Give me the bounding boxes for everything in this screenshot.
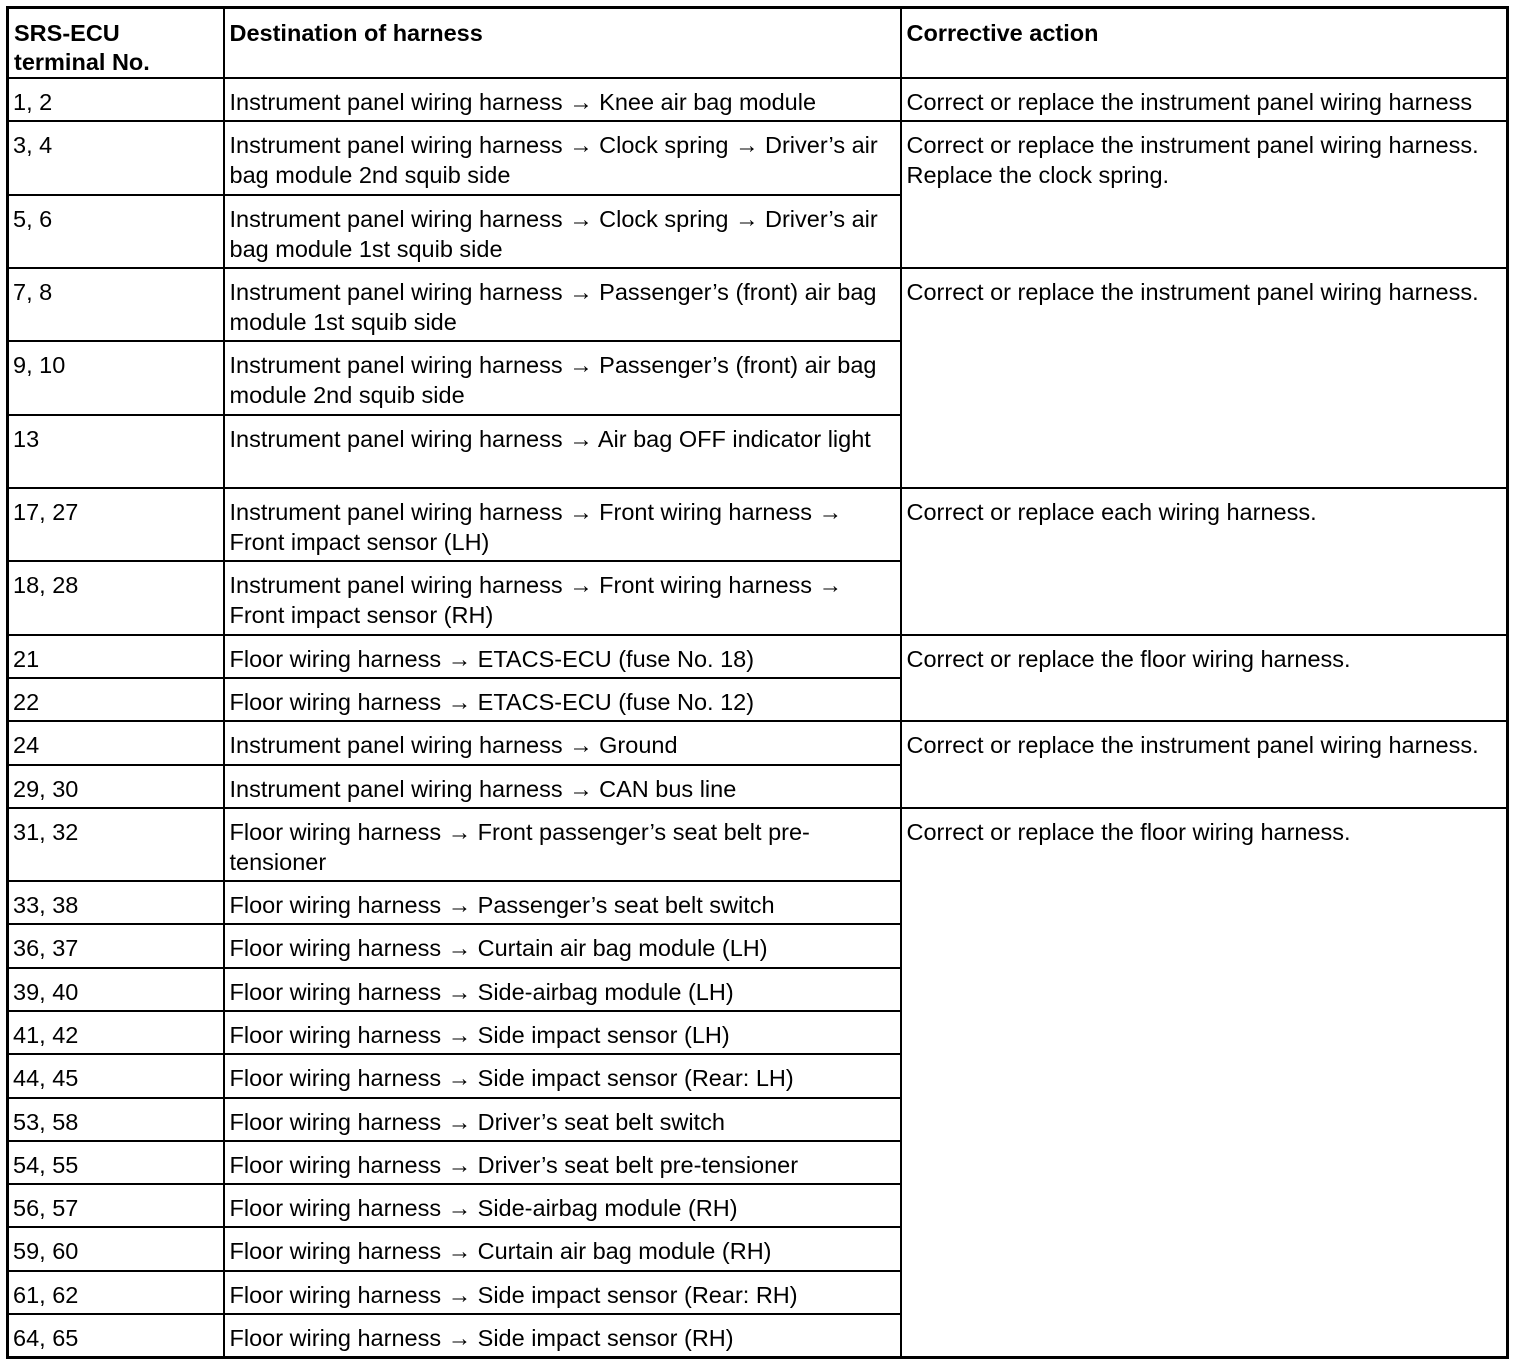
destination-cell: Floor wiring harness → Side impact sensor (Rear: RH) (224, 1271, 901, 1314)
destination-cell: Floor wiring harness → Curtain air bag module (LH) (224, 924, 901, 967)
table-row (8, 121, 1508, 194)
terminal-cell: 7, 8 (8, 268, 224, 341)
terminal-cell: 33, 38 (8, 881, 224, 924)
destination-cell: Instrument panel wiring harness → Clock spring → Driver’s air bag module 2nd squib side (224, 121, 901, 194)
destination-cell: Instrument panel wiring harness → Knee air bag module (224, 78, 901, 121)
terminal-cell: 3, 4 (8, 121, 224, 194)
terminal-cell: 5, 6 (8, 195, 224, 268)
destination-cell: Floor wiring harness → Curtain air bag module (RH) (224, 1227, 901, 1270)
destination-cell: Floor wiring harness → Front passenger’s seat belt pre-tensioner (224, 808, 901, 881)
destination-cell: Floor wiring harness → Side-airbag module (RH) (224, 1184, 901, 1227)
destination-cell: Instrument panel wiring harness → CAN bus line (224, 765, 901, 808)
header-action: Corrective action (901, 8, 1508, 79)
destination-cell: Floor wiring harness → Side impact sensor (LH) (224, 1011, 901, 1054)
table-row (8, 268, 1508, 341)
terminal-cell: 13 (8, 415, 224, 488)
table-header-row (8, 8, 1508, 79)
table-row (8, 808, 1508, 881)
header-destination: Destination of harness (224, 8, 901, 79)
terminal-cell: 44, 45 (8, 1054, 224, 1097)
destination-cell: Instrument panel wiring harness → Passenger’s (front) air bag module 1st squib side (224, 268, 901, 341)
action-cell: Correct or replace the instrument panel wiring harness. (901, 721, 1508, 808)
destination-cell: Instrument panel wiring harness → Clock spring → Driver’s air bag module 1st squib side (224, 195, 901, 268)
terminal-cell: 17, 27 (8, 488, 224, 561)
destination-cell: Instrument panel wiring harness → Front wiring harness → Front impact sensor (RH) (224, 561, 901, 634)
terminal-cell: 56, 57 (8, 1184, 224, 1227)
terminal-cell: 1, 2 (8, 78, 224, 121)
destination-cell: Floor wiring harness → Side-airbag module (LH) (224, 968, 901, 1011)
destination-cell: Floor wiring harness → ETACS-ECU (fuse No. 18) (224, 635, 901, 678)
destination-cell: Floor wiring harness → Passenger’s seat belt switch (224, 881, 901, 924)
terminal-cell: 39, 40 (8, 968, 224, 1011)
terminal-cell: 29, 30 (8, 765, 224, 808)
terminal-cell: 41, 42 (8, 1011, 224, 1054)
table-row (8, 78, 1508, 121)
table-row (8, 721, 1508, 764)
terminal-cell: 31, 32 (8, 808, 224, 881)
terminal-cell: 24 (8, 721, 224, 764)
action-cell: Correct or replace the instrument panel wiring harness. (901, 268, 1508, 488)
destination-cell: Instrument panel wiring harness → Ground (224, 721, 901, 764)
destination-cell: Floor wiring harness → Driver’s seat belt pre-tensioner (224, 1141, 901, 1184)
header-terminal: SRS-ECU terminal No. (8, 8, 224, 79)
terminal-cell: 18, 28 (8, 561, 224, 634)
terminal-cell: 64, 65 (8, 1314, 224, 1358)
terminal-cell: 59, 60 (8, 1227, 224, 1270)
terminal-cell: 21 (8, 635, 224, 678)
destination-cell: Floor wiring harness → ETACS-ECU (fuse No. 12) (224, 678, 901, 721)
table-row (8, 488, 1508, 561)
destination-cell: Instrument panel wiring harness → Front wiring harness → Front impact sensor (LH) (224, 488, 901, 561)
destination-cell: Instrument panel wiring harness → Passenger’s (front) air bag module 2nd squib side (224, 341, 901, 414)
harness-table (6, 6, 1509, 1359)
action-cell: Correct or replace the instrument panel wiring harness (901, 78, 1508, 121)
action-cell: Correct or replace the floor wiring harness. (901, 808, 1508, 1358)
destination-cell: Instrument panel wiring harness → Air bag OFF indicator light (224, 415, 901, 488)
destination-cell: Floor wiring harness → Side impact sensor (Rear: LH) (224, 1054, 901, 1097)
terminal-cell: 22 (8, 678, 224, 721)
action-cell: Correct or replace each wiring harness. (901, 488, 1508, 635)
terminal-cell: 36, 37 (8, 924, 224, 967)
table-row (8, 635, 1508, 678)
terminal-cell: 9, 10 (8, 341, 224, 414)
terminal-cell: 61, 62 (8, 1271, 224, 1314)
terminal-cell: 54, 55 (8, 1141, 224, 1184)
action-cell: Correct or replace the floor wiring harness. (901, 635, 1508, 722)
table-body (8, 78, 1508, 1358)
terminal-cell: 53, 58 (8, 1098, 224, 1141)
destination-cell: Floor wiring harness → Side impact sensor (RH) (224, 1314, 901, 1358)
destination-cell: Floor wiring harness → Driver’s seat belt switch (224, 1098, 901, 1141)
action-cell: Correct or replace the instrument panel wiring harness. Replace the clock spring. (901, 121, 1508, 268)
